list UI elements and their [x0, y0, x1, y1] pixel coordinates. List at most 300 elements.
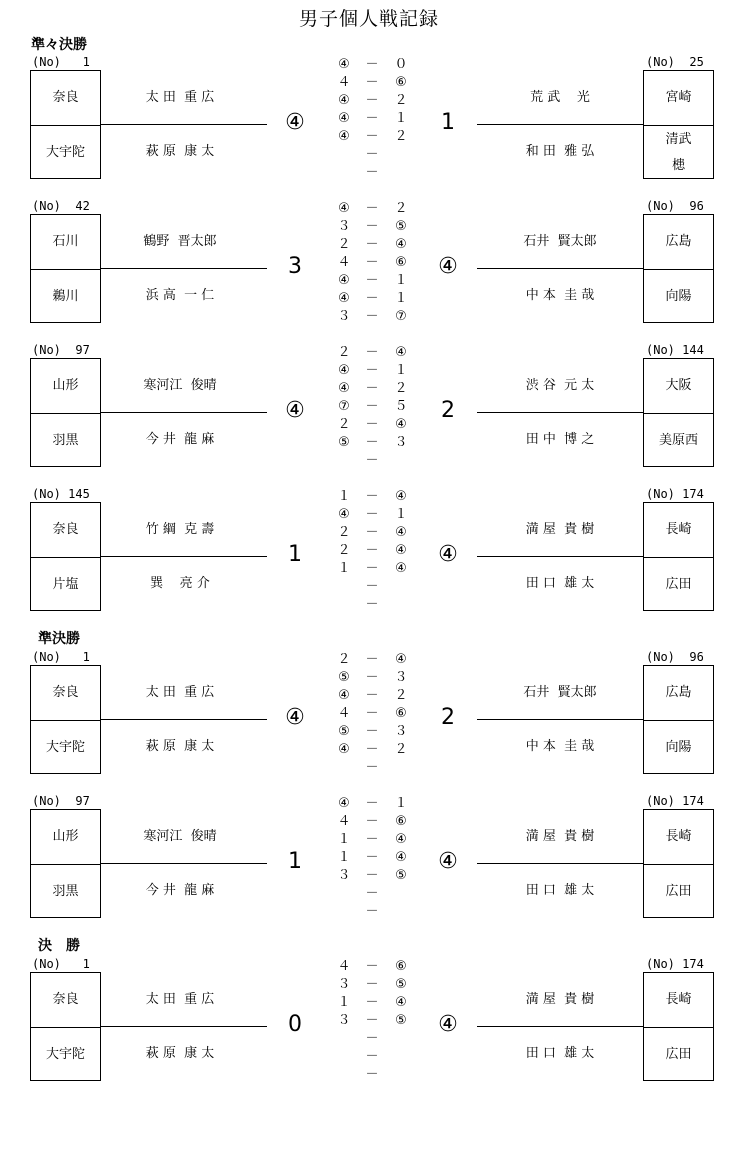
- prefecture-name: 長崎: [644, 503, 713, 558]
- game-score-right: ④: [395, 561, 407, 576]
- match-score: ④: [438, 1012, 458, 1037]
- game-row: [330, 578, 410, 596]
- match-block: [0, 487, 738, 647]
- game-dash: －: [365, 977, 379, 992]
- game-dash: －: [365, 147, 379, 162]
- game-score-right: ④: [395, 995, 407, 1010]
- player-name: 石井 賢太郎: [523, 685, 597, 700]
- player-name: 田 口 雄 太: [525, 576, 595, 591]
- match-score: 1: [288, 542, 302, 567]
- school-name: 広田: [665, 576, 692, 592]
- game-row: [330, 56, 410, 74]
- game-row: [330, 867, 410, 885]
- game-row: [330, 741, 410, 759]
- game-score-left: ４: [337, 255, 351, 270]
- school-name: 向陽: [665, 739, 692, 755]
- player-name: 太 田 重 広: [145, 992, 215, 1007]
- bracket-line: [477, 863, 643, 864]
- game-score-left: ３: [337, 1013, 351, 1028]
- game-dash: －: [365, 832, 379, 847]
- bracket-line: [477, 124, 643, 125]
- game-row: [330, 146, 410, 164]
- game-scores: [330, 344, 410, 470]
- game-score-right: ④: [395, 237, 407, 252]
- game-score-right: ④: [395, 543, 407, 558]
- player-number: (No) 144: [646, 343, 704, 357]
- school-box: [643, 972, 714, 1081]
- player-name: 寒河江 俊晴: [143, 378, 217, 393]
- game-dash: －: [365, 724, 379, 739]
- game-score-left: ④: [338, 129, 350, 144]
- game-dash: －: [365, 796, 379, 811]
- game-score-left: ４: [337, 959, 351, 974]
- game-score-left: １: [337, 850, 351, 865]
- game-dash: －: [365, 93, 379, 108]
- school-name: 羽黒: [52, 432, 79, 448]
- match-score: ④: [438, 254, 458, 279]
- section-label: 決 勝: [38, 938, 80, 954]
- game-score-left: ④: [338, 291, 350, 306]
- game-row: [330, 831, 410, 849]
- school-name: 片塩: [52, 576, 79, 592]
- player-name: 萩 原 康 太: [145, 144, 215, 159]
- game-dash: －: [365, 237, 379, 252]
- game-row: [330, 542, 410, 560]
- match-block: [0, 957, 738, 1117]
- school-box: [643, 358, 714, 467]
- school-name: 向陽: [665, 288, 692, 304]
- bracket-line: [477, 412, 643, 413]
- game-scores: [330, 488, 410, 614]
- game-score-right: ３: [394, 670, 408, 685]
- player-number: (No) 96: [646, 199, 704, 213]
- game-score-right: ０: [394, 57, 408, 72]
- game-score-right: ⑥: [395, 959, 407, 974]
- player-name: 満 屋 貴 樹: [525, 829, 595, 844]
- player-number: (No) 145: [32, 487, 90, 501]
- game-dash: －: [365, 868, 379, 883]
- game-dash: －: [365, 453, 379, 468]
- game-score-right: ⑥: [395, 75, 407, 90]
- game-row: [330, 362, 410, 380]
- player-name: 浜 高 一 仁: [145, 288, 215, 303]
- player-number: (No) 1: [32, 957, 90, 971]
- school-name: 大宇陀: [45, 144, 85, 160]
- game-dash: －: [365, 363, 379, 378]
- match-score: ④: [285, 398, 305, 423]
- game-score-right: ⑤: [395, 868, 407, 883]
- game-score-right: ④: [395, 489, 407, 504]
- game-score-right: ２: [394, 93, 408, 108]
- match-score: ④: [285, 705, 305, 730]
- game-dash: －: [365, 670, 379, 685]
- game-score-left: ④: [338, 57, 350, 72]
- game-scores: [330, 651, 410, 777]
- game-score-left: １: [337, 561, 351, 576]
- school-box: [30, 665, 101, 774]
- game-row: [330, 110, 410, 128]
- player-name: 渋 谷 元 太: [525, 378, 595, 393]
- game-dash: －: [365, 904, 379, 919]
- game-dash: －: [365, 850, 379, 865]
- game-row: [330, 958, 410, 976]
- game-score-right: ⑥: [395, 255, 407, 270]
- game-score-left: ④: [338, 273, 350, 288]
- game-dash: －: [365, 597, 379, 612]
- game-score-left: ④: [338, 363, 350, 378]
- game-row: [330, 705, 410, 723]
- game-row: [330, 994, 410, 1012]
- school-name: 羽黒: [52, 883, 79, 899]
- school-box: [30, 972, 101, 1081]
- school-name: 広田: [665, 1046, 692, 1062]
- prefecture-name: 広島: [644, 666, 713, 721]
- game-dash: －: [365, 525, 379, 540]
- game-dash: －: [365, 129, 379, 144]
- game-score-left: ④: [338, 796, 350, 811]
- game-row: [330, 651, 410, 669]
- bracket-line: [101, 556, 267, 557]
- game-score-right: ⑤: [395, 219, 407, 234]
- bracket-line: [477, 556, 643, 557]
- game-row: [330, 1048, 410, 1066]
- game-score-right: ５: [394, 399, 408, 414]
- game-row: [330, 885, 410, 903]
- player-name: 荒 武 光: [530, 90, 590, 105]
- match-score: 2: [441, 398, 455, 423]
- game-dash: －: [365, 75, 379, 90]
- game-dash: －: [365, 742, 379, 757]
- section-label: 準決勝: [38, 631, 80, 647]
- game-row: [330, 903, 410, 921]
- game-row: [330, 344, 410, 362]
- game-dash: －: [365, 201, 379, 216]
- player-number: (No) 96: [646, 650, 704, 664]
- school-box: [30, 502, 101, 611]
- game-row: [330, 976, 410, 994]
- game-dash: －: [365, 399, 379, 414]
- game-score-right: ２: [394, 381, 408, 396]
- player-name: 鶴野 晋太郎: [143, 234, 217, 249]
- game-score-left: ４: [337, 75, 351, 90]
- player-name: 太 田 重 広: [145, 685, 215, 700]
- player-name: 萩 原 康 太: [145, 1046, 215, 1061]
- player-number: (No) 1: [32, 650, 90, 664]
- game-score-right: ⑦: [395, 309, 407, 324]
- game-score-left: ⑤: [338, 435, 350, 450]
- player-name: 今 井 龍 麻: [145, 883, 215, 898]
- match-score: 1: [441, 110, 455, 135]
- page-title: 男子個人戦記録: [298, 8, 439, 30]
- match-block: [0, 343, 738, 503]
- prefecture-name: 奈良: [31, 71, 100, 126]
- school-box: [643, 70, 714, 179]
- game-dash: －: [365, 706, 379, 721]
- game-dash: －: [365, 688, 379, 703]
- game-score-left: ④: [338, 507, 350, 522]
- game-dash: －: [365, 1049, 379, 1064]
- player-name: 石井 賢太郎: [523, 234, 597, 249]
- school-box: [30, 70, 101, 179]
- game-score-left: ④: [338, 111, 350, 126]
- player-name: 田 口 雄 太: [525, 883, 595, 898]
- game-score-right: ⑥: [395, 814, 407, 829]
- prefecture-name: 奈良: [31, 973, 100, 1028]
- match-score: 2: [441, 705, 455, 730]
- game-row: [330, 272, 410, 290]
- school-box: [643, 665, 714, 774]
- game-row: [330, 1012, 410, 1030]
- game-dash: －: [365, 1013, 379, 1028]
- game-score-right: ２: [394, 129, 408, 144]
- game-row: [330, 1066, 410, 1084]
- game-score-left: ３: [337, 309, 351, 324]
- game-row: [330, 218, 410, 236]
- player-name: 田 口 雄 太: [525, 1046, 595, 1061]
- game-score-left: ⑤: [338, 724, 350, 739]
- school-name: 広田: [665, 883, 692, 899]
- prefecture-name: 宮崎: [644, 71, 713, 126]
- game-row: [330, 759, 410, 777]
- player-name: 中 本 圭 哉: [525, 288, 595, 303]
- game-row: [330, 560, 410, 578]
- player-number: (No) 42: [32, 199, 90, 213]
- game-score-right: ⑥: [395, 706, 407, 721]
- game-score-right: １: [394, 111, 408, 126]
- player-number: (No) 174: [646, 487, 704, 501]
- player-name: 寒河江 俊晴: [143, 829, 217, 844]
- game-score-right: ⑤: [395, 977, 407, 992]
- game-dash: －: [365, 345, 379, 360]
- player-name: 満 屋 貴 樹: [525, 992, 595, 1007]
- game-score-left: ④: [338, 688, 350, 703]
- game-dash: －: [365, 543, 379, 558]
- player-name: 萩 原 康 太: [145, 739, 215, 754]
- game-dash: －: [365, 255, 379, 270]
- prefecture-name: 長崎: [644, 810, 713, 865]
- prefecture-name: 山形: [31, 359, 100, 414]
- school-box: [30, 358, 101, 467]
- game-dash: －: [365, 219, 379, 234]
- match-score: ④: [438, 849, 458, 874]
- match-score: 3: [288, 254, 302, 279]
- game-score-right: １: [394, 363, 408, 378]
- bracket-line: [101, 124, 267, 125]
- game-row: [330, 452, 410, 470]
- player-name: 竹 綱 克 壽: [145, 522, 215, 537]
- game-dash: －: [365, 652, 379, 667]
- match-block: [0, 55, 738, 215]
- game-dash: －: [365, 291, 379, 306]
- game-score-left: ３: [337, 868, 351, 883]
- match-score: ④: [285, 110, 305, 135]
- game-scores: [330, 958, 410, 1084]
- bracket-line: [101, 719, 267, 720]
- game-score-right: ２: [394, 742, 408, 757]
- match-score: ④: [438, 542, 458, 567]
- game-score-left: ⑦: [338, 399, 350, 414]
- game-dash: －: [365, 489, 379, 504]
- game-dash: －: [365, 561, 379, 576]
- game-score-left: ④: [338, 381, 350, 396]
- school-name: 大宇陀: [45, 1046, 85, 1062]
- player-number: (No) 97: [32, 343, 90, 357]
- game-row: [330, 849, 410, 867]
- game-dash: －: [365, 1031, 379, 1046]
- game-score-right: １: [394, 273, 408, 288]
- game-score-left: ２: [337, 652, 351, 667]
- game-dash: －: [365, 886, 379, 901]
- player-name: 満 屋 貴 樹: [525, 522, 595, 537]
- game-scores: [330, 56, 410, 182]
- game-dash: －: [365, 760, 379, 775]
- game-row: [330, 398, 410, 416]
- game-row: [330, 74, 410, 92]
- game-dash: －: [365, 507, 379, 522]
- player-name: 巽 亮 介: [150, 576, 210, 591]
- game-score-right: ④: [395, 417, 407, 432]
- game-score-left: ３: [337, 219, 351, 234]
- game-score-left: ３: [337, 977, 351, 992]
- game-score-left: ２: [337, 345, 351, 360]
- bracket-line: [101, 863, 267, 864]
- player-number: (No) 1: [32, 55, 90, 69]
- game-score-right: ④: [395, 832, 407, 847]
- section-label: 準々決勝: [31, 37, 87, 53]
- game-score-left: １: [337, 995, 351, 1010]
- prefecture-name: 石川: [31, 215, 100, 270]
- game-row: [330, 723, 410, 741]
- player-name: 中 本 圭 哉: [525, 739, 595, 754]
- game-score-left: ２: [337, 543, 351, 558]
- bracket-line: [477, 1026, 643, 1027]
- game-row: [330, 290, 410, 308]
- prefecture-name: 長崎: [644, 973, 713, 1028]
- game-score-left: １: [337, 489, 351, 504]
- player-number: (No) 174: [646, 794, 704, 808]
- game-row: [330, 1030, 410, 1048]
- game-score-right: ２: [394, 688, 408, 703]
- game-score-right: ２: [394, 201, 408, 216]
- prefecture-name: 広島: [644, 215, 713, 270]
- school-name: 美原西: [658, 432, 698, 448]
- bracket-line: [101, 412, 267, 413]
- school-name: 鵜川: [52, 288, 79, 304]
- game-row: [330, 308, 410, 326]
- game-dash: －: [365, 111, 379, 126]
- game-row: [330, 506, 410, 524]
- match-score: 0: [288, 1012, 302, 1037]
- game-score-right: １: [394, 291, 408, 306]
- game-score-left: ④: [338, 742, 350, 757]
- prefecture-name: 大阪: [644, 359, 713, 414]
- game-dash: －: [365, 273, 379, 288]
- game-row: [330, 434, 410, 452]
- game-row: [330, 236, 410, 254]
- game-row: [330, 488, 410, 506]
- prefecture-name: 奈良: [31, 503, 100, 558]
- game-row: [330, 795, 410, 813]
- game-score-right: ３: [394, 724, 408, 739]
- game-row: [330, 92, 410, 110]
- player-number: (No) 174: [646, 957, 704, 971]
- game-row: [330, 128, 410, 146]
- game-row: [330, 687, 410, 705]
- game-score-right: ④: [395, 652, 407, 667]
- player-name: 太 田 重 広: [145, 90, 215, 105]
- game-row: [330, 254, 410, 272]
- game-score-left: １: [337, 832, 351, 847]
- match-block: [0, 650, 738, 810]
- school-box: [643, 214, 714, 323]
- game-row: [330, 669, 410, 687]
- game-dash: －: [365, 381, 379, 396]
- school-box: [643, 809, 714, 918]
- player-number: (No) 97: [32, 794, 90, 808]
- game-score-right: １: [394, 507, 408, 522]
- game-dash: －: [365, 995, 379, 1010]
- school-box: [30, 809, 101, 918]
- match-block: [0, 199, 738, 359]
- game-dash: －: [365, 165, 379, 180]
- game-score-left: ④: [338, 93, 350, 108]
- game-dash: －: [365, 959, 379, 974]
- school-box: [643, 502, 714, 611]
- game-score-left: ４: [337, 706, 351, 721]
- game-scores: [330, 795, 410, 921]
- game-score-right: ３: [394, 435, 408, 450]
- game-row: [330, 524, 410, 542]
- game-dash: －: [365, 579, 379, 594]
- prefecture-name: 奈良: [31, 666, 100, 721]
- match-block: [0, 794, 738, 954]
- game-score-left: ④: [338, 201, 350, 216]
- game-row: [330, 813, 410, 831]
- player-name: 今 井 龍 麻: [145, 432, 215, 447]
- game-scores: [330, 200, 410, 326]
- prefecture-name: 山形: [31, 810, 100, 865]
- game-dash: －: [365, 814, 379, 829]
- game-score-right: １: [394, 796, 408, 811]
- player-name: 田 中 博 之: [525, 432, 595, 447]
- school-box: [30, 214, 101, 323]
- school-name: 清武 槵: [665, 131, 692, 173]
- bracket-line: [101, 268, 267, 269]
- bracket-line: [101, 1026, 267, 1027]
- game-row: [330, 416, 410, 434]
- game-score-left: ４: [337, 814, 351, 829]
- game-dash: －: [365, 1067, 379, 1082]
- game-score-right: ④: [395, 345, 407, 360]
- game-score-right: ④: [395, 525, 407, 540]
- game-score-left: ２: [337, 525, 351, 540]
- game-dash: －: [365, 309, 379, 324]
- player-number: (No) 25: [646, 55, 704, 69]
- game-score-left: ⑤: [338, 670, 350, 685]
- match-score: 1: [288, 849, 302, 874]
- player-name: 和 田 雅 弘: [525, 144, 595, 159]
- school-name: 大宇陀: [45, 739, 85, 755]
- game-dash: －: [365, 435, 379, 450]
- game-row: [330, 200, 410, 218]
- game-row: [330, 380, 410, 398]
- game-row: [330, 596, 410, 614]
- game-row: [330, 164, 410, 182]
- game-score-left: ２: [337, 237, 351, 252]
- bracket-line: [477, 268, 643, 269]
- bracket-line: [477, 719, 643, 720]
- game-dash: －: [365, 417, 379, 432]
